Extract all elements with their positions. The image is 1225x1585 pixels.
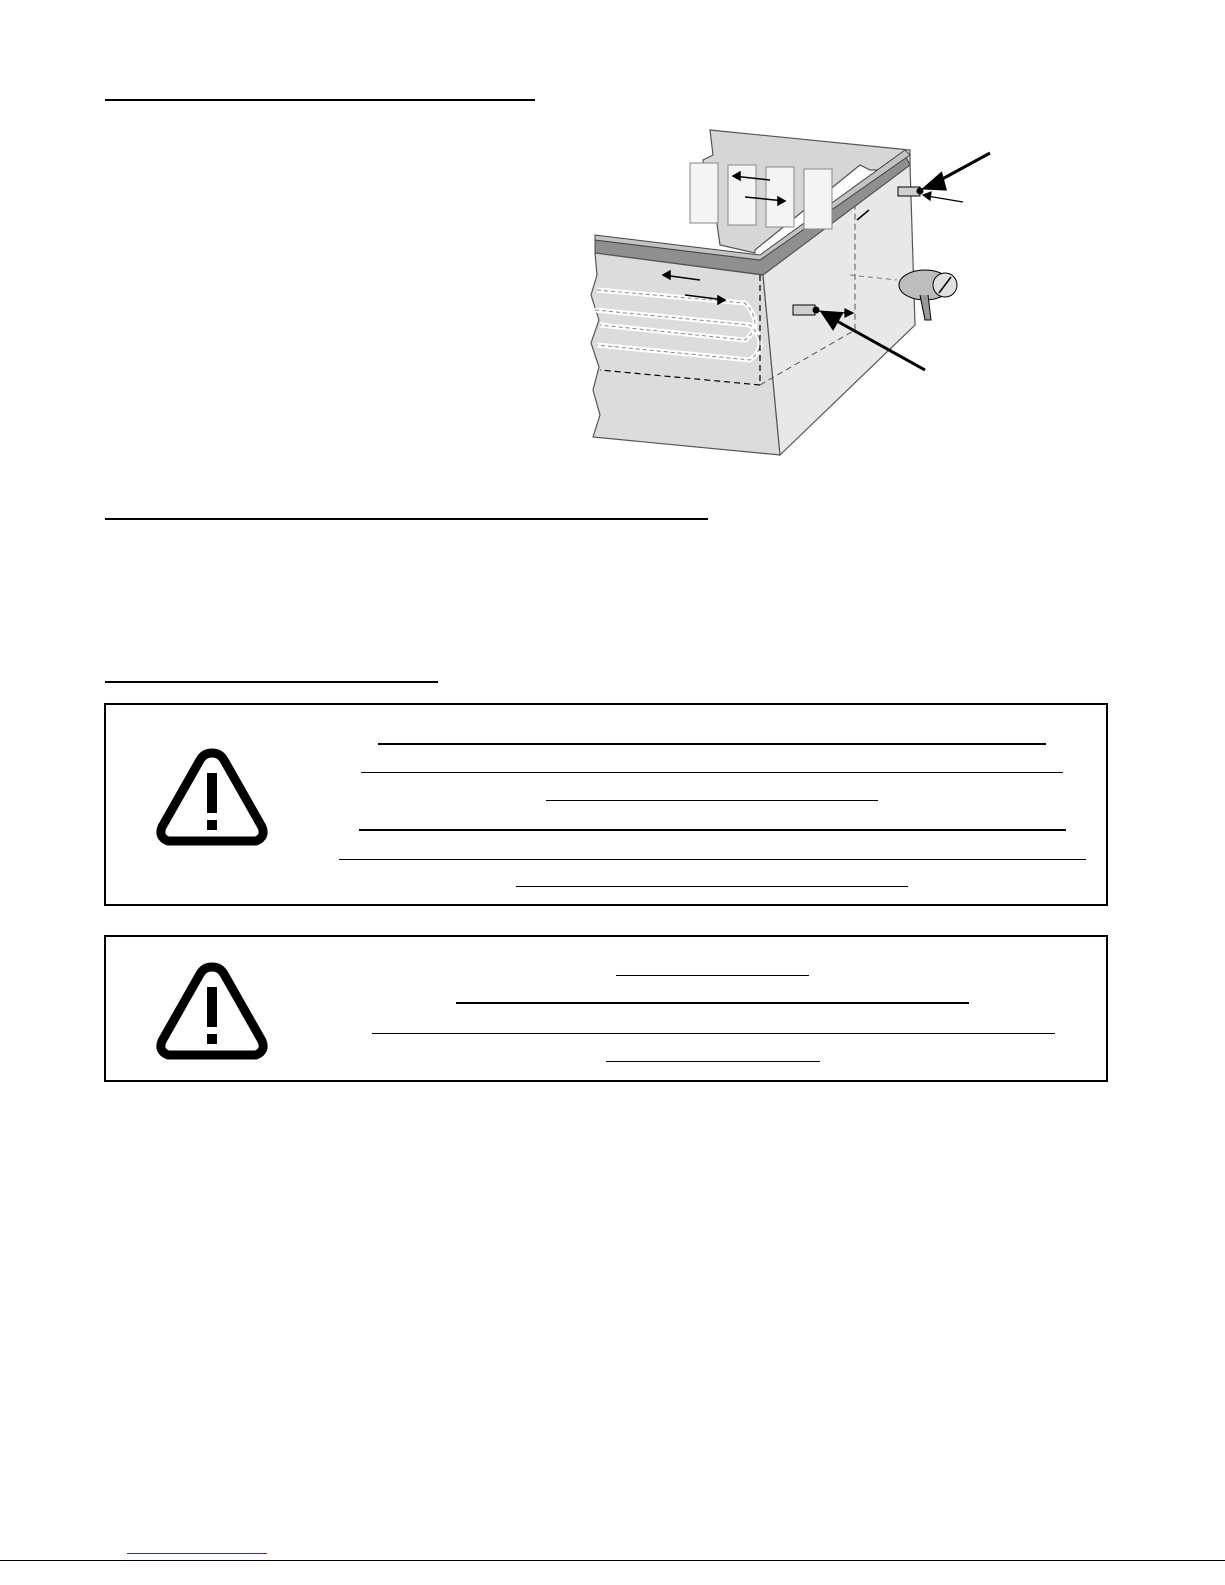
warning-triangle-icon [154,959,270,1063]
section-heading-1-rule [105,99,535,101]
fryer-tank-cutaway-icon [591,130,990,455]
warning-1-line-5 [339,859,1086,860]
warning-1-line-2 [361,772,1063,773]
warning-1-line-1 [378,743,1046,745]
warning-box-2 [104,935,1108,1082]
footer-rule [0,1560,1225,1561]
warning-2-line-4 [606,1061,820,1062]
footer-link[interactable] [127,1553,267,1554]
warning-1-line-4 [359,829,1066,831]
warning-2-line-3 [372,1033,1055,1034]
warning-2-line-1 [616,975,809,976]
fryer-tank-illustration [585,125,1005,465]
warning-2-line-2 [456,1002,969,1004]
warning-1-line-6 [516,886,908,887]
section-heading-3-rule [105,681,438,683]
warning-triangle-icon [154,745,270,849]
warning-box-1 [104,703,1108,906]
warning-1-line-3 [546,800,878,801]
section-heading-2-rule [105,518,708,520]
